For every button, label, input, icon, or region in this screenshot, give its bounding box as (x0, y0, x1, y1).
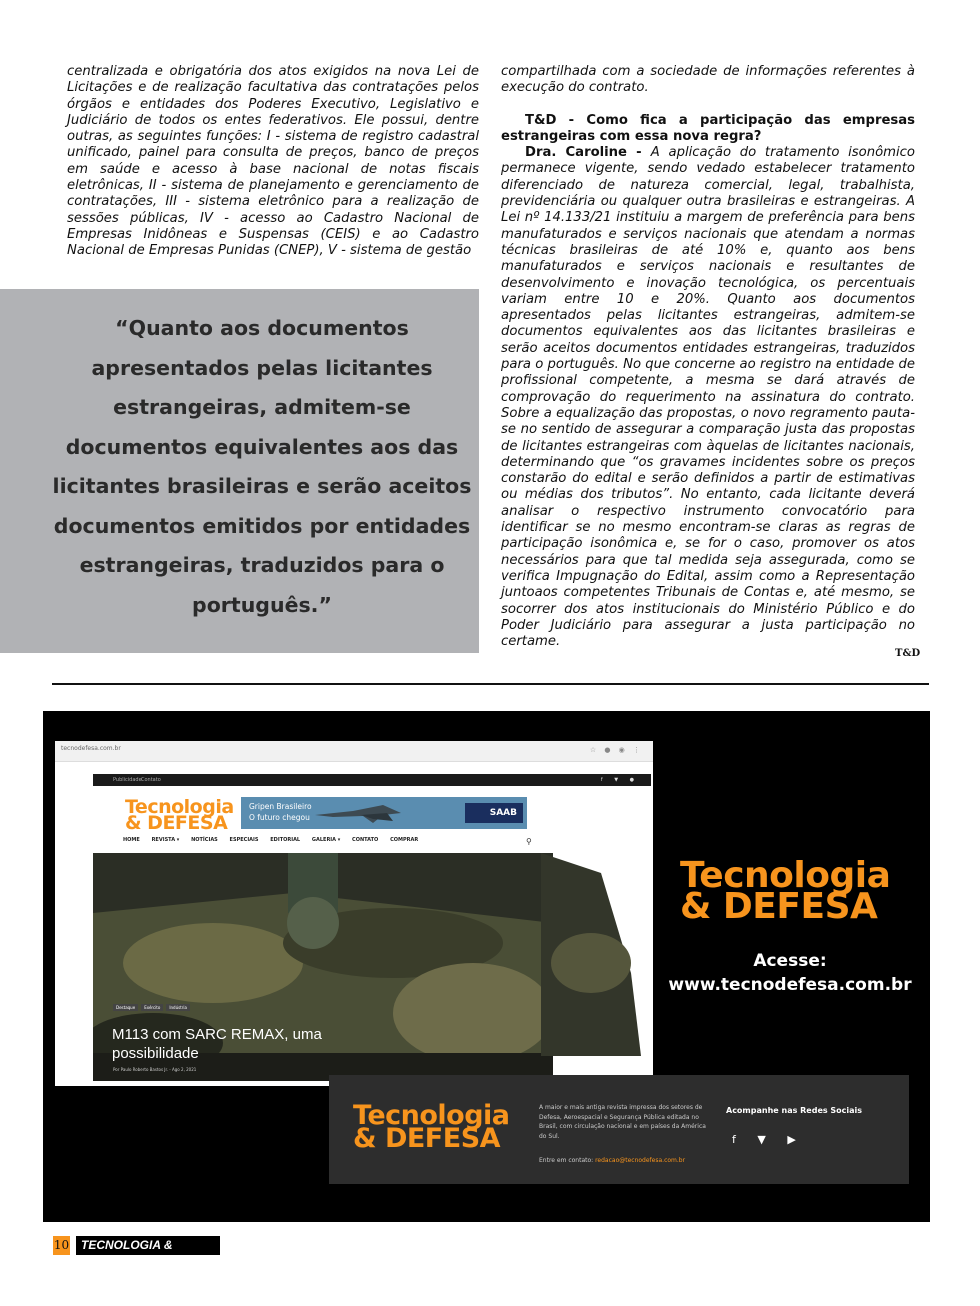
nav-revista: REVISTA ▾ (151, 837, 180, 843)
footer-contact (539, 1157, 685, 1164)
answer-speaker: Dra. Caroline - (525, 145, 651, 161)
jet-illustration (313, 801, 403, 825)
search-icon: ⚲ (526, 837, 532, 846)
top-link-publicidade: Publicidade (113, 777, 142, 783)
footer-description: A maior e mais antiga revista impressa dos setores de Defesa, Aeroespacial e Segurança Pública editada no Brasil, com circulação nacional e em países da América do Sul. (539, 1104, 706, 1140)
nav-noticias: NOTÍCIAS (191, 837, 218, 843)
banner-line2: O futuro chegou (249, 813, 310, 822)
site-logo-line1: Tecnologia (125, 796, 234, 818)
gripen-banner (241, 797, 527, 829)
social-title: Acompanhe nas Redes Sociais (726, 1106, 863, 1115)
right-article-column (501, 64, 915, 650)
hero-headline: M113 com SARC REMAX, uma possibilidade (112, 1026, 322, 1062)
browser-toolbar (55, 741, 653, 762)
banner-line1: Gripen Brasileiro (249, 802, 312, 811)
interview-answer (501, 145, 915, 650)
interview-question: T&D - Como fica a participação das empresas estrangeiras com essa nova regra? (501, 112, 915, 144)
footer-logo (353, 1100, 510, 1154)
section-divider (52, 683, 929, 685)
pull-quote-box (0, 289, 479, 653)
article-tags (113, 1005, 193, 1010)
tag-industria: Indústria (166, 1004, 190, 1011)
advertisement (43, 711, 930, 1222)
footer-logo-line2: & DEFESA (353, 1122, 501, 1154)
nav-editorial: EDITORIAL (270, 837, 301, 843)
website-link[interactable]: www.tecnodefesa.com.br (668, 975, 912, 995)
ad-call-to-action (663, 949, 917, 997)
nav-contato: CONTATO (352, 837, 379, 843)
tank-overflow-illustration (541, 853, 641, 1056)
pull-quote-text: “Quanto aos documentos apresentados pelas licitantes estrangeiras, admitem-se documentos equivalentes aos das licitantes brasileiras e serão aceitos documentos emitidos por entidades estrangeiras, traduzidos para o português.” (52, 316, 472, 617)
tag-destaque: Destaque (113, 1004, 138, 1011)
footer-logo-line1: Tecnologia (353, 1100, 510, 1131)
social-icons: f ▼ ▶ (732, 1133, 805, 1146)
acesse-label: Acesse: (753, 951, 827, 971)
contact-email[interactable]: redacao@tecnodefesa.com.br (595, 1157, 686, 1164)
site-top-bar (93, 774, 651, 786)
site-footer-screenshot (329, 1075, 909, 1184)
left-column-text: centralizada e obrigatória dos atos exigidos na nova Lei de Licitações e de realização facultativa das contratações pelos órgãos e entidades dos Poderes Executivo, Legislativo e Judiciário de todos os entes federativos. Ele possui, dentre outras, as seguintes funções: I - sistema de registro cadastral unificado, painel para consulta de preços, banco de preços em saúde e acesso à base nacional de notas fiscais eletrônicas, II - sistema de planejamento e gerenciamento de contratações, III - sistema eletrônico para a realização de sessões públicas, IV - acesso ao Cadastro Nacional de Empresas Inidôneas e Suspensas (CEIS) e ao Cadastro Nacional de Empresas Punidas (CNEP), V - sistema de gestão (67, 64, 479, 259)
site-logo-line2: & DEFESA (125, 812, 228, 835)
nav-comprar: COMPRAR (390, 837, 419, 843)
site-main-nav (123, 837, 543, 849)
hero-meta: Por Paulo Roberto Bastos Jr. - Ago 2, 2021 (113, 1067, 197, 1072)
saab-logo: SAAB (465, 803, 523, 823)
site-social-icons: f ▼ ● (600, 777, 639, 783)
nav-home: HOME (123, 837, 140, 843)
publication-name: TECNOLOGIA & DEFESA (76, 1236, 220, 1255)
answer-text: A aplicação do tratamento isonômico permanece vigente, sendo vedado estabelecer tratamento diferenciado de natureza comercial, legal, trabalhista, previdenciária ou qualquer outra brasileiras e estrangeiras. A Lei nº 14.133/21 instituiu a margem de preferência para bens manufaturados e serviços nacionais que atendam a normas técnicas brasileiras de até 10% e, quanto aos bens manufaturados e serviços nacionais e resultantes de desenvolvimento e inovação tecnológica, os percentuais variam entre 10 e 20%. Quanto aos documentos apresentados pelas licitantes estrangeiras, admitem-se documentos equivalentes aos das licitantes brasileiras e serão aceitos documentos entidades estrangeiras, traduzidos para o português. No que concerne ao registro na entidade de profissional competente, a mesma se dará através de comprovação do requerimento na assinatura do contrato. Sobre a equalização das propostas, o novo regramento pauta-se no sentido de assegurar a comparação justa das propostas de licitantes estrangeiras com àquelas de licitantes nacionais, determinando que “os gravames incidentes sobre os preços constarão do edital e serão definidos a partir de estimativas ou médias dos tributos”. No entanto, cada licitante deverá analisar o respectivo instrumento convocatório para identificar se no mesmo encontram-se claras as regras de participação isonômica e, se for o caso, promover os atos necessários para que tal medida seja assegurada, como se verifica Impugnação do Edital, assim como a Representação juntoaos competentes Tribunais de Contas e, até mesmo, se socorrer dos atos institucionais do Ministério Público e do Poder Judiciário para assegurar a justa participação no certame. (501, 145, 915, 650)
browser-tools-icon: ☆ ● ◉ ⋮ (589, 746, 643, 754)
ad-brand-logo (680, 855, 891, 927)
contact-label: Entre em contato: (539, 1157, 596, 1164)
site-logo (125, 796, 234, 835)
tag-exercito: Exército (141, 1004, 163, 1011)
hero-article (93, 853, 553, 1081)
browser-url: tecnodefesa.com.br (61, 745, 121, 752)
nav-galeria: GALERIA ▾ (311, 837, 341, 843)
right-column-intro: compartilhada com a sociedade de informações referentes à execução do contrato. (501, 64, 915, 96)
page-number: 10 (53, 1236, 70, 1255)
top-link-contato: Contato (141, 777, 161, 783)
article-end-mark: T&D (895, 648, 921, 659)
ad-logo-line1: Tecnologia (680, 855, 891, 896)
nav-especiais: ESPECIAIS (229, 837, 259, 843)
ad-logo-line2: & DEFESA (680, 885, 878, 927)
left-article-column (67, 64, 479, 260)
